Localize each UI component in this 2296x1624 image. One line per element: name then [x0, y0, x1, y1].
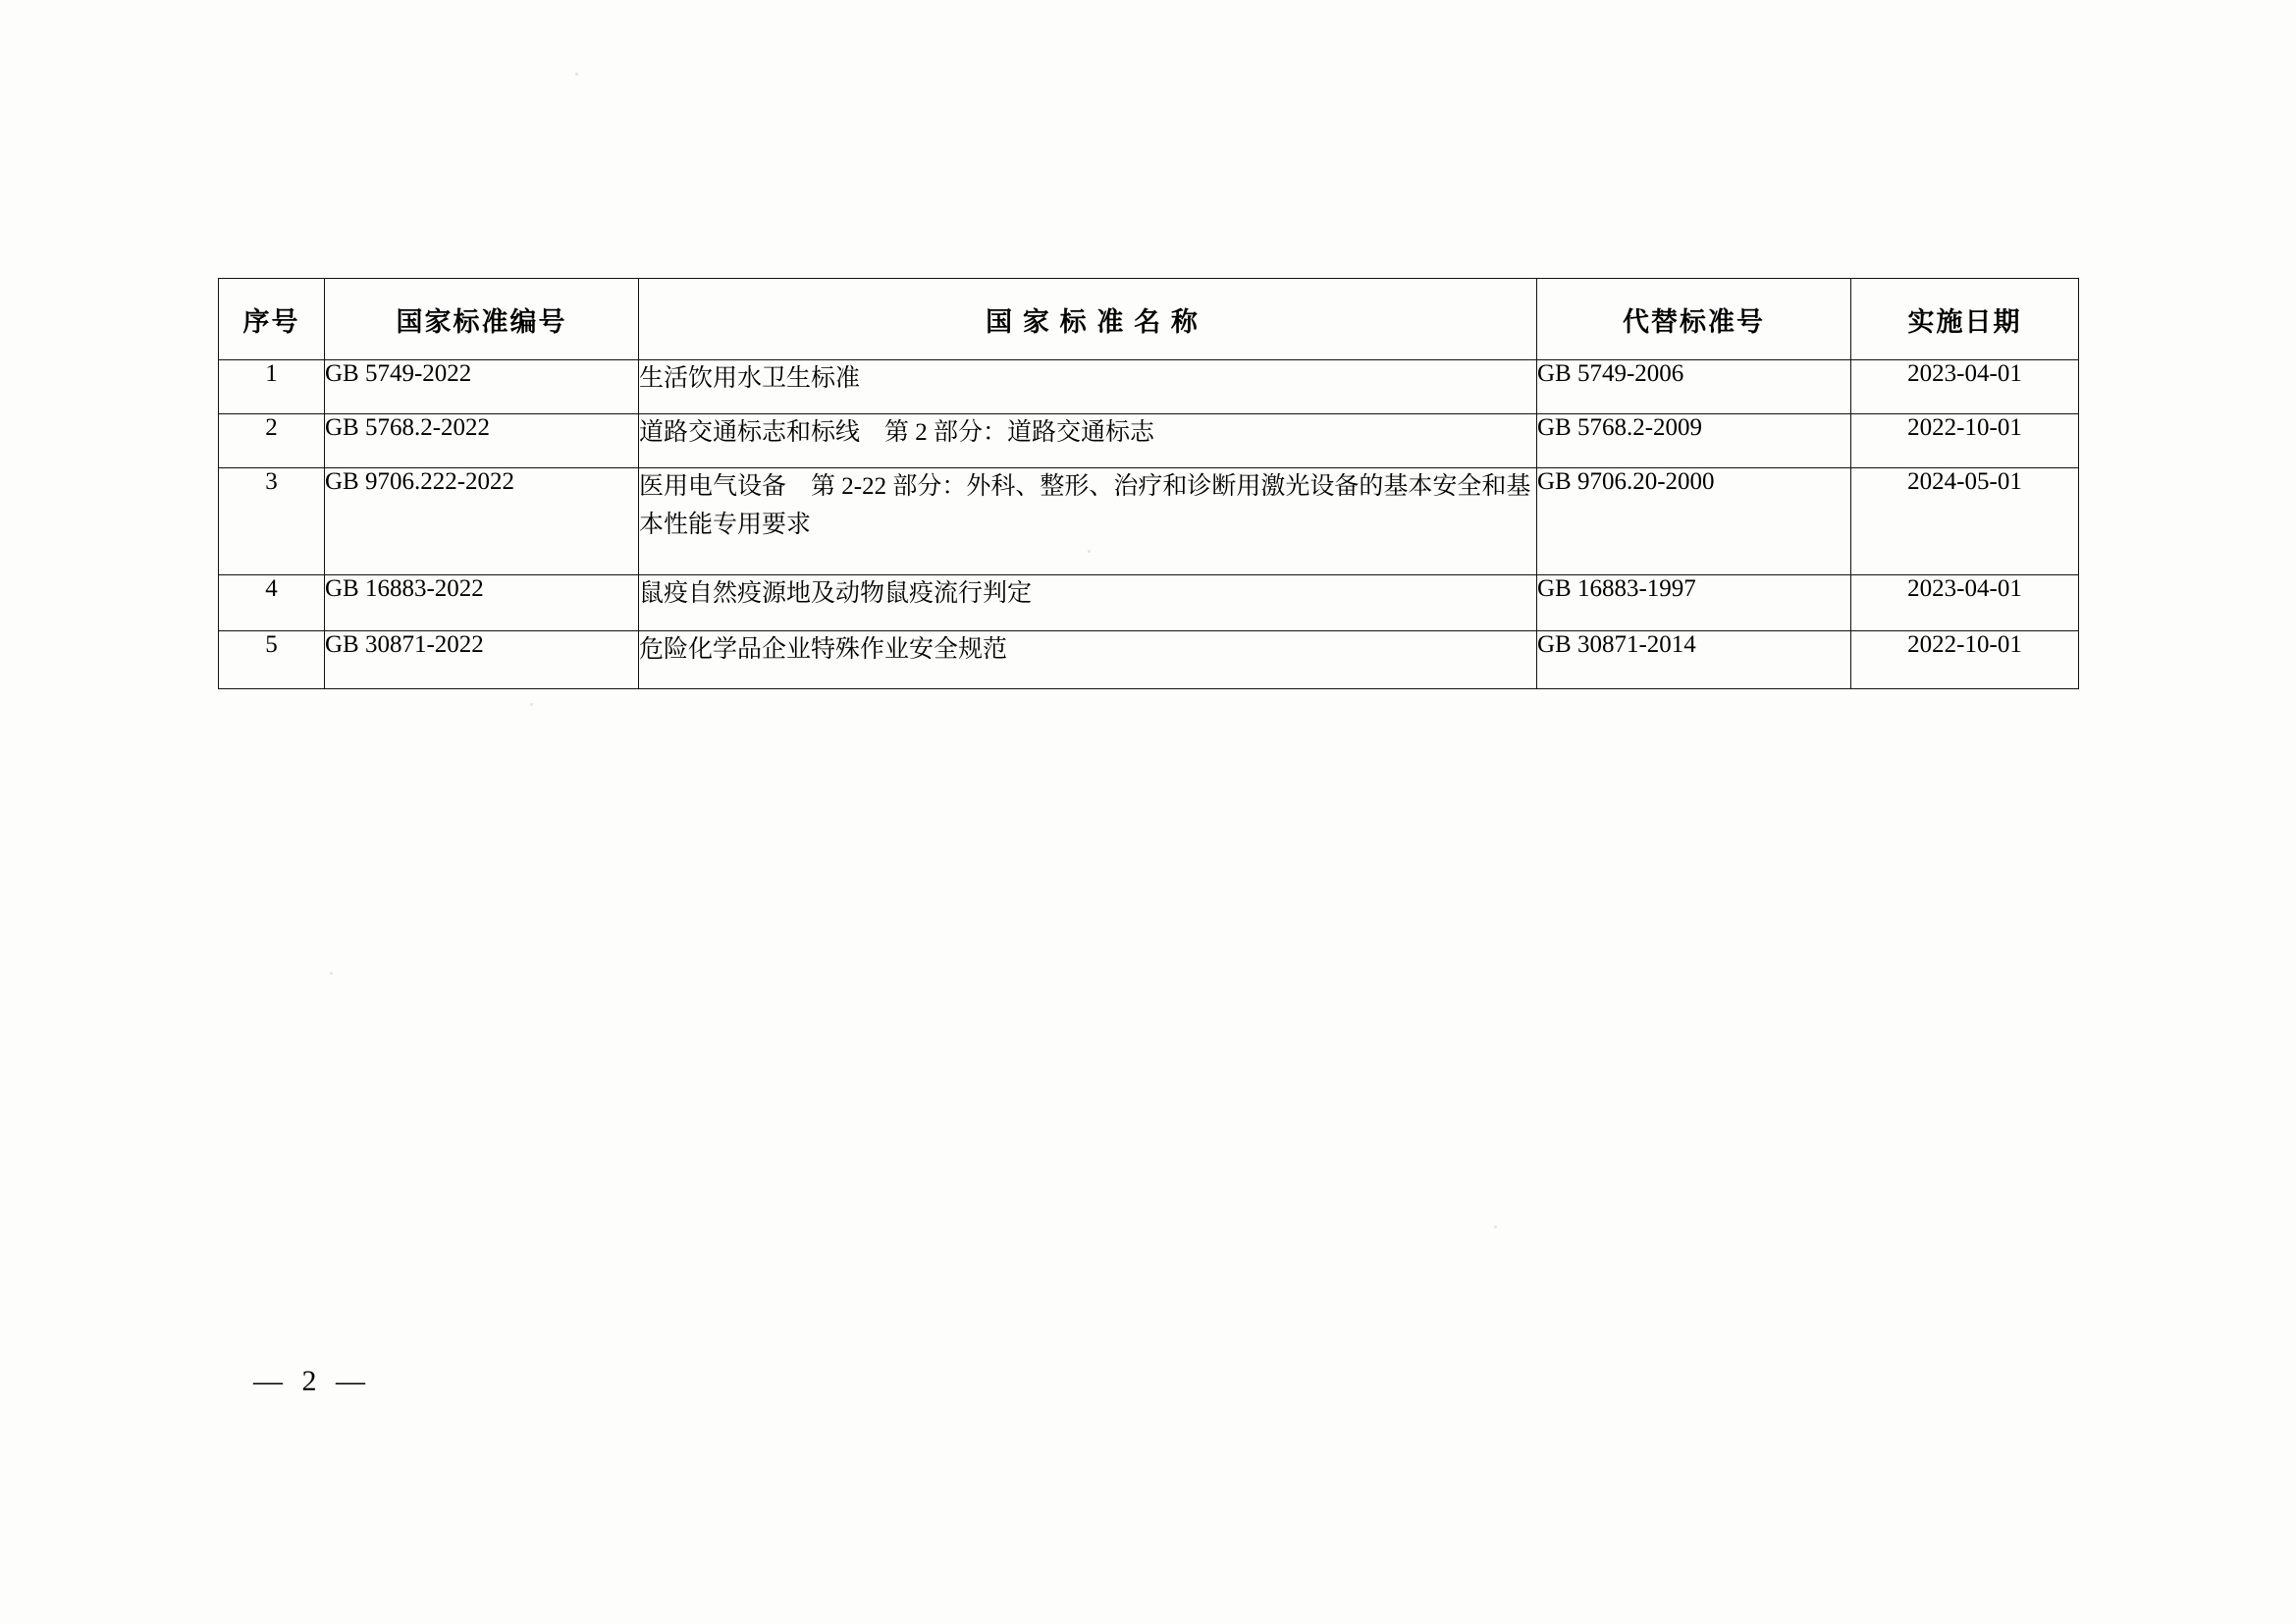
cell-effective-date: 2022-10-01: [1851, 631, 2079, 689]
cell-seq: 2: [219, 414, 325, 468]
cell-seq: 1: [219, 360, 325, 414]
cell-replaced-code: GB 16883-1997: [1537, 575, 1851, 631]
cell-seq: 4: [219, 575, 325, 631]
cell-replaced-code: GB 30871-2014: [1537, 631, 1851, 689]
cell-standard-code: GB 9706.222-2022: [325, 468, 639, 575]
cell-standard-name: 道路交通标志和标线 第 2 部分：道路交通标志: [639, 414, 1537, 468]
cell-standard-code: GB 16883-2022: [325, 575, 639, 631]
column-header-name: 国 家 标 准 名 称: [639, 279, 1537, 360]
table-row: [219, 575, 2079, 631]
table-row: [219, 468, 2079, 575]
cell-standard-name: 鼠疫自然疫源地及动物鼠疫流行判定: [639, 575, 1537, 631]
column-header-code: 国家标准编号: [325, 279, 639, 360]
cell-standard-code: GB 5768.2-2022: [325, 414, 639, 468]
cell-seq: 3: [219, 468, 325, 575]
column-header-seq: 序号: [219, 279, 325, 360]
national-standards-table: [218, 278, 2079, 689]
column-header-date: 实施日期: [1851, 279, 2079, 360]
cell-replaced-code: GB 9706.20-2000: [1537, 468, 1851, 575]
cell-effective-date: 2024-05-01: [1851, 468, 2079, 575]
cell-seq: 5: [219, 631, 325, 689]
column-header-replaced: 代替标准号: [1537, 279, 1851, 360]
table-row: [219, 414, 2079, 468]
cell-standard-code: GB 5749-2022: [325, 360, 639, 414]
cell-effective-date: 2022-10-01: [1851, 414, 2079, 468]
cell-replaced-code: GB 5768.2-2009: [1537, 414, 1851, 468]
cell-standard-name: 医用电气设备 第 2-22 部分：外科、整形、治疗和诊断用激光设备的基本安全和基本性能专用要求: [639, 468, 1537, 575]
cell-standard-name: 危险化学品企业特殊作业安全规范: [639, 631, 1537, 689]
page-number: — 2 —: [253, 1365, 371, 1397]
cell-standard-name: 生活饮用水卫生标准: [639, 360, 1537, 414]
table-row: [219, 360, 2079, 414]
cell-effective-date: 2023-04-01: [1851, 360, 2079, 414]
cell-effective-date: 2023-04-01: [1851, 575, 2079, 631]
table-row: [219, 631, 2079, 689]
cell-standard-code: GB 30871-2022: [325, 631, 639, 689]
cell-replaced-code: GB 5749-2006: [1537, 360, 1851, 414]
table-header-row: [219, 279, 2079, 360]
